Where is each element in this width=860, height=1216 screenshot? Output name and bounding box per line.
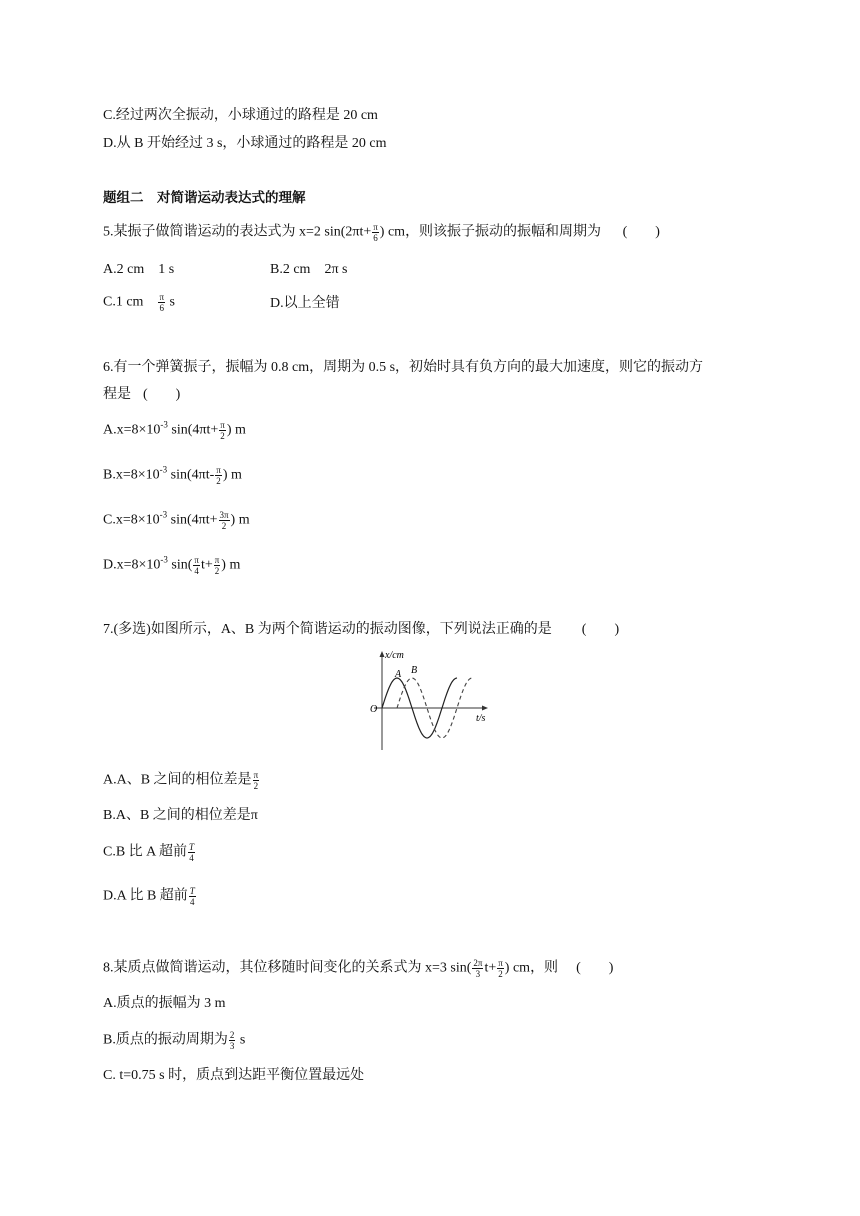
q6-c-exponent: -3 — [159, 509, 168, 520]
q7-option-a — [103, 770, 260, 791]
q6-b-prefix: B.x=8×10 — [103, 467, 160, 483]
q7-stem-text: 7.(多选)如图所示，A、B 为两个简谐运动的振动图像，下列说法正确的是 — [103, 622, 552, 637]
origin-label: O — [370, 704, 378, 715]
option-d-q4: D.从 B 开始经过 3 s，小球通过的路程是 20 cm — [103, 136, 387, 151]
q7-a-text: A.A、B 之间的相位差是 — [103, 772, 252, 788]
q6-b-tail: ) m — [222, 467, 242, 483]
q6-c-fraction — [219, 510, 230, 531]
curve-b-label: B — [411, 665, 418, 676]
q7-d-num-italic: T — [189, 886, 195, 896]
q6-answer-bracket: ( ) — [143, 387, 181, 402]
q8-option-c: C. t=0.75 s 时，质点到达距平衡位置最远处 — [103, 1068, 365, 1083]
q7-c-fraction — [188, 842, 195, 863]
q8-stem-text-b: ) cm，则 — [504, 960, 559, 976]
q8-fraction-2 — [497, 958, 504, 979]
q5-stem-text-a: 5.某振子做简谐运动的表达式为 x=2 sin(2πt+ — [103, 224, 372, 240]
q7-a-den: 2 — [253, 781, 259, 791]
q8-den-1: 3 — [475, 969, 481, 979]
q7-d-den: 4 — [190, 897, 195, 907]
q7-answer-bracket: ( ) — [581, 622, 620, 637]
q6-d-tail: ) m — [221, 557, 241, 573]
section-heading: 题组二 对简谐运动表达式的理解 — [103, 190, 306, 206]
q7-c-num-italic: T — [189, 842, 195, 852]
q6-d-prefix: D.x=8×10 — [103, 557, 161, 573]
q6-c-num: 3π — [219, 510, 229, 520]
q5-frac-num: π — [373, 222, 378, 232]
q6-c-mid: sin(4πt+ — [167, 512, 218, 528]
q6-d-den-2: 2 — [214, 566, 220, 576]
q5-stem-text-b: ) cm，则该振子振动的振幅和周期为 — [379, 224, 602, 240]
q7-a-num: π — [253, 770, 259, 780]
q5-option-a: A.2 cm 1 s — [103, 262, 175, 277]
q6-c-prefix: C.x=8×10 — [103, 512, 160, 528]
q6-a-prefix: A.x=8×10 — [103, 422, 161, 438]
q8-b-den: 3 — [229, 1041, 235, 1051]
question-5-stem — [103, 222, 660, 243]
q6-d-fraction-1 — [193, 555, 200, 576]
q8-mid: t+ — [484, 960, 497, 976]
q6-c-tail: ) m — [230, 512, 250, 528]
q5-option-d: D.以上全错 — [270, 296, 340, 311]
q6-b-den: 2 — [216, 476, 221, 486]
q7-c-num — [188, 842, 195, 853]
q5-frac-den: 6 — [373, 233, 378, 243]
q6-d-mid: sin( — [167, 557, 193, 573]
q7-d-fraction — [189, 886, 196, 907]
question-6-line-1: 6.有一个弹簧振子，振幅为 0.8 cm，周期为 0.5 s，初始时具有负方向的最大加速度，则它的振动方 — [103, 360, 704, 375]
q7-c-text: C.B 比 A 超前 — [103, 844, 188, 860]
q7-a-fraction — [253, 770, 260, 791]
q6-b-exponent: -3 — [159, 464, 168, 475]
q8-b-unit: s — [236, 1032, 246, 1048]
q6-option-b — [103, 465, 242, 486]
q6-d-den-1: 4 — [194, 566, 199, 576]
q5-option-c-text: C.1 cm — [103, 294, 158, 310]
x-axis-arrow — [482, 706, 488, 711]
q5-option-c-fraction — [158, 292, 165, 313]
q6-d-fraction-2 — [214, 555, 221, 576]
q7-d-num — [189, 886, 196, 897]
q7-option-b: B.A、B 之间的相位差是π — [103, 808, 258, 823]
q6-b-fraction — [215, 465, 222, 486]
option-c-q4: C.经过两次全振动，小球通过的路程是 20 cm — [103, 108, 378, 123]
q8-den-2: 2 — [498, 969, 503, 979]
q6-d-num-2: π — [214, 555, 220, 565]
question-8-stem — [103, 958, 613, 979]
question-7-stem — [103, 620, 619, 640]
q6-d-num-1: π — [194, 555, 199, 565]
q6-a-fraction — [219, 420, 226, 441]
q6-option-c — [103, 510, 250, 531]
q8-stem-text-a: 8.某质点做简谐运动，其位移随时间变化的关系式为 x=3 sin( — [103, 960, 472, 976]
q8-b-num: 2 — [229, 1030, 235, 1040]
q8-option-b — [103, 1030, 245, 1051]
q8-b-fraction — [229, 1030, 236, 1051]
q5-c-den: 6 — [159, 303, 164, 313]
q7-c-den: 4 — [189, 853, 194, 863]
q6-option-a — [103, 420, 246, 441]
q6-d-mid-2: t+ — [200, 557, 213, 573]
q6-line2-text: 程是 — [103, 387, 131, 402]
vibration-graph — [368, 648, 492, 752]
q5-answer-bracket: ( ) — [622, 224, 660, 240]
q6-d-exponent: -3 — [160, 554, 168, 565]
q8-fraction-1 — [472, 958, 483, 979]
q5-c-num: π — [159, 292, 164, 302]
q8-b-text: B.质点的振动周期为 — [103, 1032, 228, 1048]
y-axis-arrow — [380, 651, 385, 657]
q6-b-mid: sin(4πt- — [167, 467, 215, 483]
q7-option-c — [103, 842, 196, 863]
q6-c-den: 2 — [221, 521, 227, 531]
q6-a-num: π — [220, 420, 225, 430]
q5-fraction — [372, 222, 379, 243]
q5-option-c-unit: s — [166, 294, 175, 310]
q6-b-num: π — [216, 465, 221, 475]
q6-a-tail: ) m — [226, 422, 246, 438]
curve-a-label: A — [395, 669, 402, 680]
q7-option-d — [103, 886, 197, 907]
question-6-line-2 — [103, 385, 180, 405]
q6-a-den: 2 — [220, 431, 225, 441]
y-axis-label: x/cm — [385, 650, 404, 661]
q8-num-1: 2π — [473, 958, 483, 968]
q5-option-c — [103, 292, 175, 313]
q6-option-d — [103, 555, 240, 576]
q5-option-b: B.2 cm 2π s — [270, 262, 348, 277]
q6-a-mid: sin(4πt+ — [167, 422, 219, 438]
x-axis-label: t/s — [476, 713, 486, 724]
q7-d-text: D.A 比 B 超前 — [103, 888, 188, 904]
q8-answer-bracket: ( ) — [576, 960, 614, 976]
q6-a-exponent: -3 — [160, 419, 168, 430]
q8-num-2: π — [498, 958, 503, 968]
q8-option-a: A.质点的振幅为 3 m — [103, 996, 226, 1011]
